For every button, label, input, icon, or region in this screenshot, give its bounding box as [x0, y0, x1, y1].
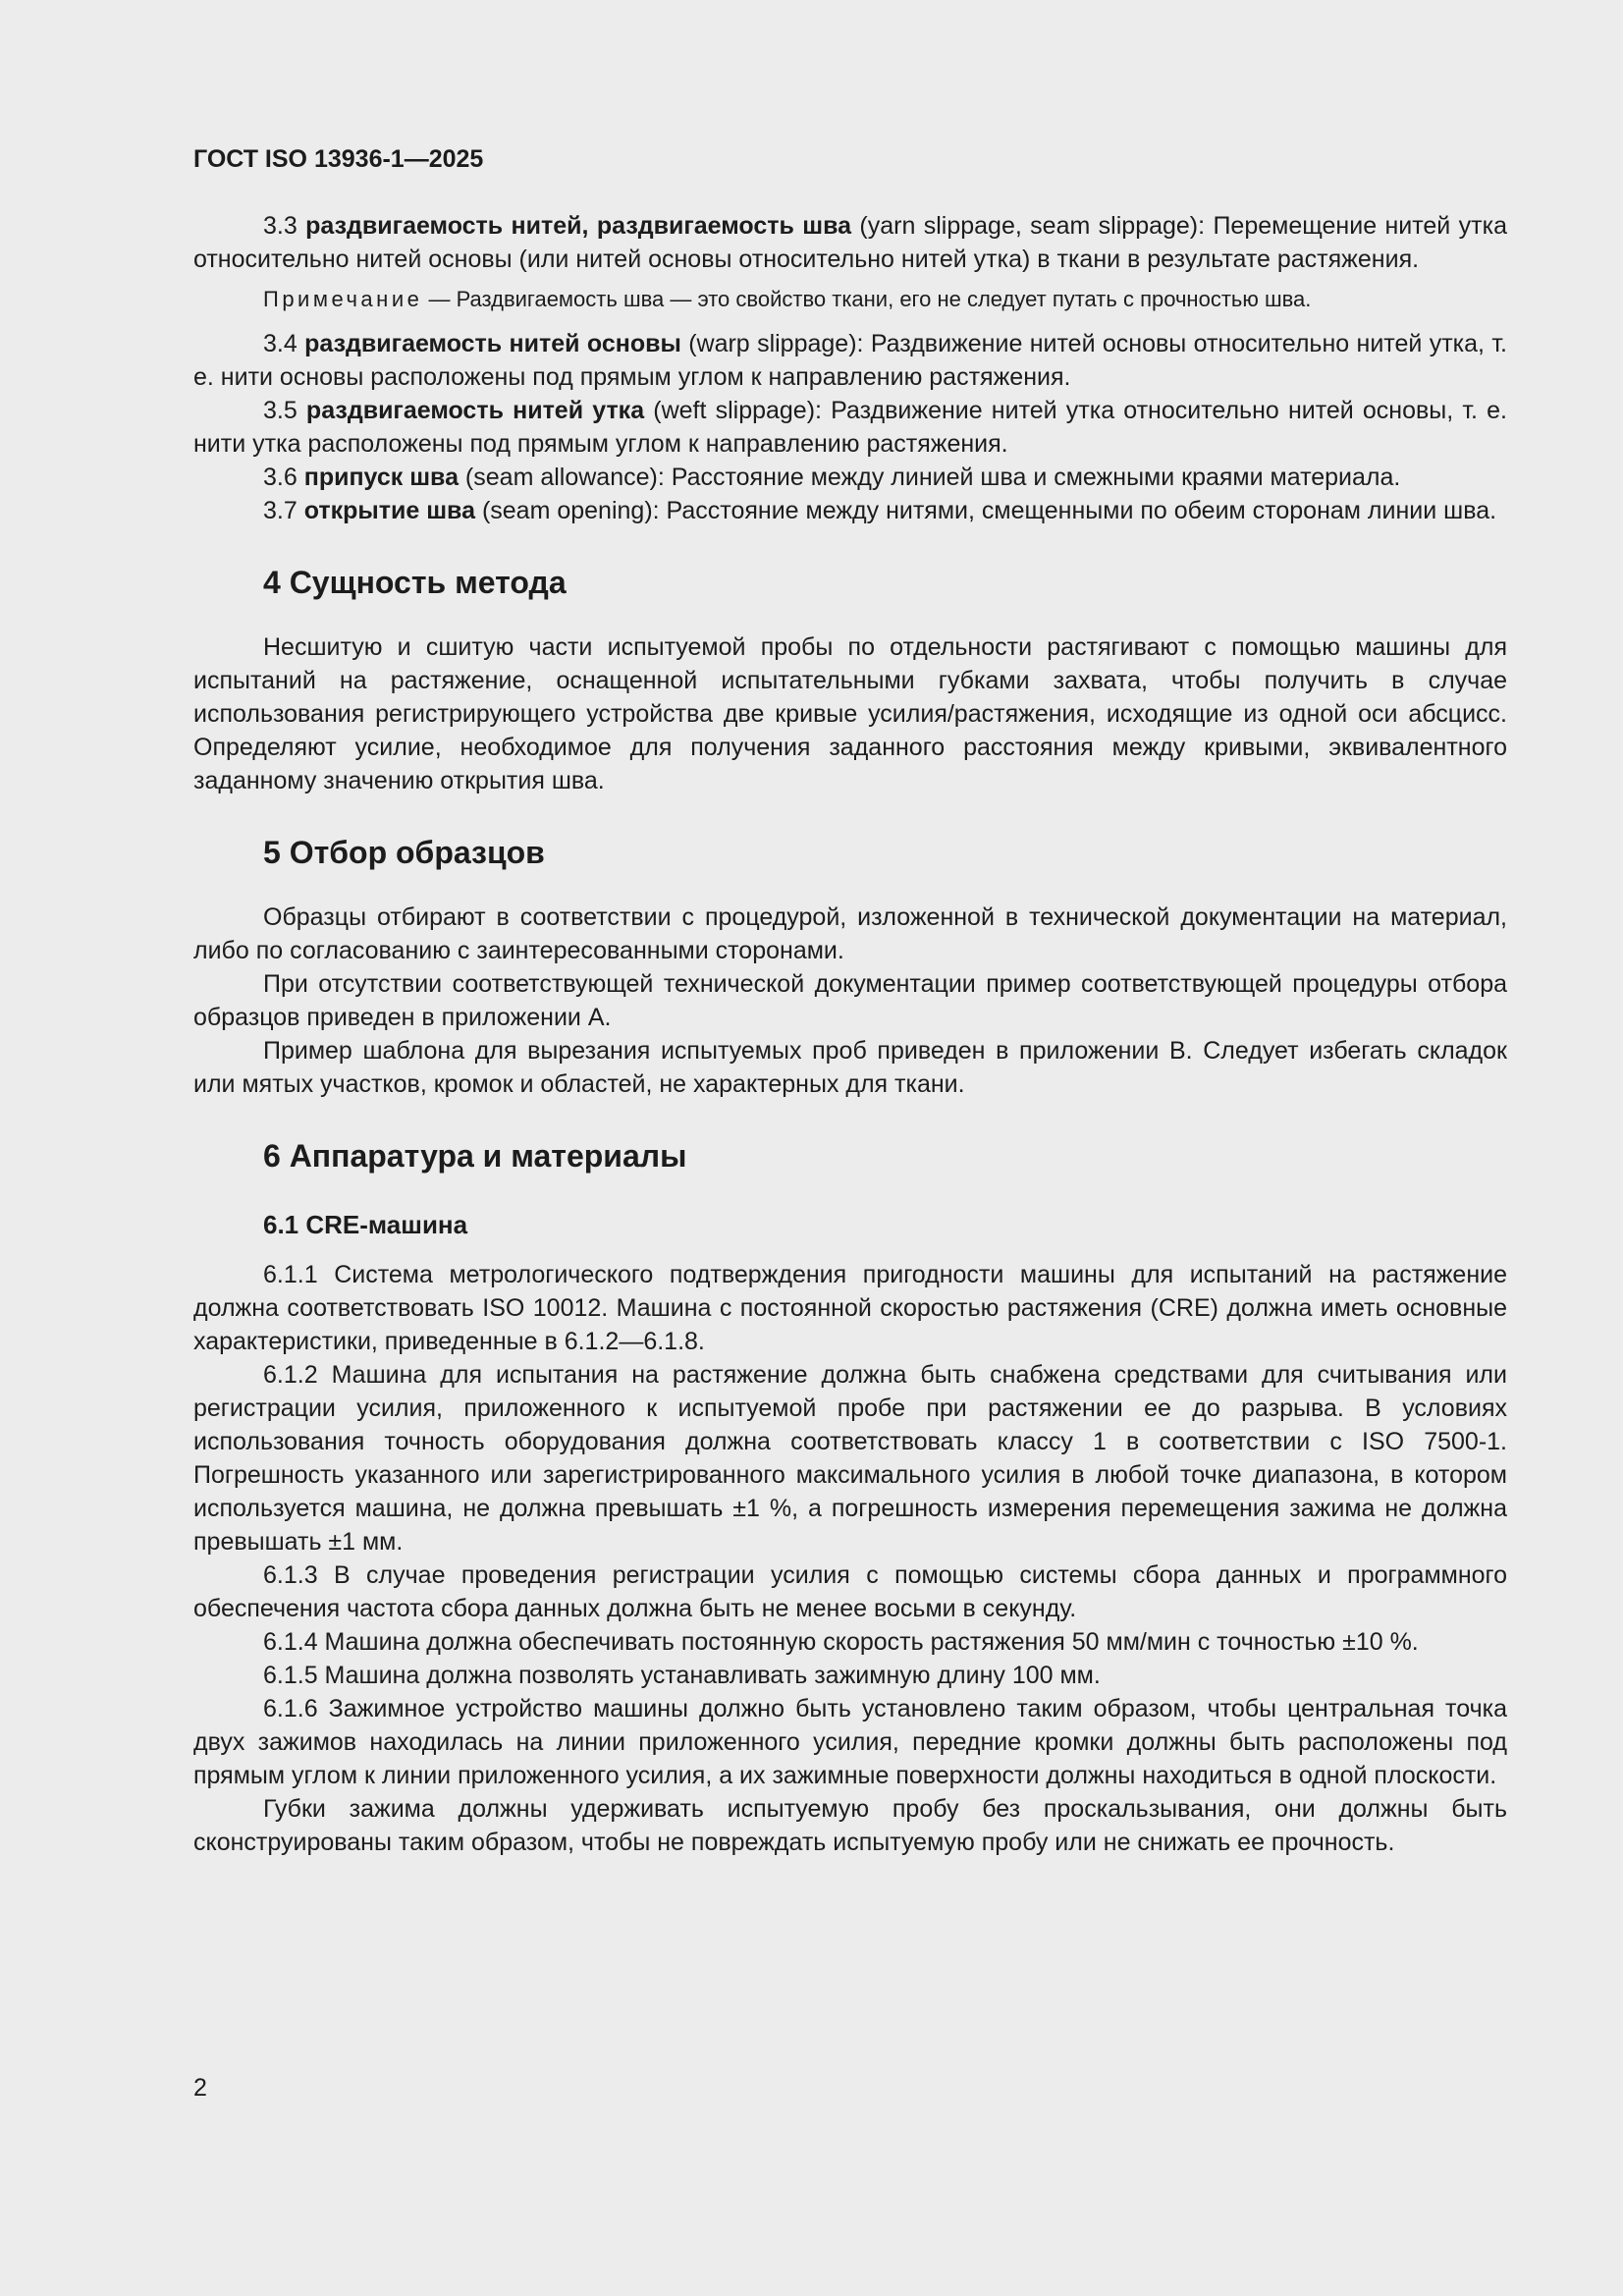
term-3-5: [193, 394, 1507, 461]
term-number: 3.7: [263, 497, 298, 524]
clause-6-1-1: 6.1.1 Система метрологического подтверждения пригодности машины для испытаний на растяжение должна соответствовать ISO 10012. Машина с постоянной скоростью растяжения (CRE) должна иметь основные характеристики, приведенные в 6.1.2—6.1.8.: [193, 1261, 1507, 1355]
term-definition: (weft slippage): Раздвижение нитей утка относительно нитей основы, т. е. нити утка расположены под прямым углом к направлению растяжения.: [193, 397, 1507, 458]
section-5-paragraph-1: Образцы отбирают в соответствии с процедурой, изложенной в технической документации на материал, либо по согласованию с заинтересованными сторонами.: [193, 903, 1507, 964]
term-definition: (warp slippage): Раздвижение нитей основы относительно нитей утка, т. е. нити основы расположены под прямым углом к направлению растяжения.: [193, 330, 1507, 391]
term-title: припуск шва: [303, 464, 459, 491]
document-header: ГОСТ ISO 13936-1—2025: [193, 145, 484, 173]
term-title: раздвигаемость нитей утка: [305, 397, 645, 424]
term-definition: (seam opening): Расстояние между нитями, смещенными по обеим сторонам линии шва.: [475, 497, 1497, 524]
clause-6-1-3: 6.1.3 В случае проведения регистрации усилия с помощью системы сбора данных и программного обеспечения частота сбора данных должна быть не менее восьми в секунду.: [193, 1561, 1507, 1622]
section-5-heading: 5 Отбор образцов: [263, 835, 545, 870]
term-3-4: [193, 327, 1507, 394]
clause-6-1-6-continued: Губки зажима должны удерживать испытуемую пробу без проскальзывания, они должны быть сконструированы таким образом, чтобы не повреждать испытуемую пробу или не снижать ее прочность.: [193, 1795, 1507, 1856]
term-3-7: [193, 494, 1507, 527]
term-number: 3.5: [263, 397, 298, 424]
term-number: 3.4: [263, 330, 298, 357]
document-page: [193, 145, 1507, 1859]
page-number: 2: [193, 2074, 207, 2102]
section-4-heading: 4 Сущность метода: [263, 565, 567, 600]
term-3-6: [193, 461, 1507, 494]
term-definition: (yarn slippage, seam slippage): Перемещение нитей утка относительно нитей основы (или нитей основы относительно нитей утка) в ткани в результате растяжения.: [193, 212, 1507, 273]
clause-6-1-5: 6.1.5 Машина должна позволять устанавливать зажимную длину 100 мм.: [263, 1662, 1101, 1689]
section-4-paragraph: Несшитую и сшитую части испытуемой пробы по отдельности растягивают с помощью машины для испытаний на растяжение, оснащенной испытательными губками захвата, чтобы получить в случае использования регистрирующего устройства две кривые усилия/растяжения, исходящие из одной оси абсцисс. Определяют усилие, необходимое для получения заданного расстояния между кривыми, эквивалентного заданному значению открытия шва.: [193, 633, 1507, 794]
clause-6-1-6: 6.1.6 Зажимное устройство машины должно быть установлено таким образом, чтобы центральная точка двух зажимов находилась на линии приложенного усилия, передние кромки должны быть расположены под прямым углом к линии приложенного усилия, а их зажимные поверхности должны находиться в одной плоскости.: [193, 1695, 1507, 1789]
section-5-paragraph-3: Пример шаблона для вырезания испытуемых проб приведен в приложении В. Следует избегать складок или мятых участков, кромок и областей, не характерных для ткани.: [193, 1037, 1507, 1098]
note-text: — Раздвигаемость шва — это свойство ткани, его не следует путать с прочностью шва.: [422, 287, 1312, 311]
term-number: 3.3: [263, 212, 298, 240]
term-number: 3.6: [263, 464, 298, 491]
term-title: раздвигаемость нитей, раздвигаемость шва: [305, 212, 852, 240]
clause-6-1-4: 6.1.4 Машина должна обеспечивать постоянную скорость растяжения 50 мм/мин с точностью ±10 %.: [263, 1628, 1419, 1656]
term-3-3: [193, 209, 1507, 276]
section-6-heading: 6 Аппаратура и материалы: [263, 1138, 687, 1174]
note-label: Примечание: [263, 287, 423, 311]
section-5-paragraph-2: При отсутствии соответствующей технической документации пример соответствующей процедуры отбора образцов приведен в приложении А.: [193, 970, 1507, 1031]
subsection-6-1-heading: 6.1 CRE-машина: [263, 1210, 468, 1239]
term-title: раздвигаемость нитей основы: [304, 330, 681, 357]
term-definition: (seam allowance): Расстояние между линией шва и смежными краями материала.: [458, 464, 1401, 491]
clause-6-1-2: 6.1.2 Машина для испытания на растяжение должна быть снабжена средствами для считывания или регистрации усилия, приложенного к испытуемой пробе при растяжении ее до разрыва. В условиях использования точность оборудования должна соответствовать классу 1 в соответствии с ISO 7500-1. Погрешность указанного или зарегистрированного максимального усилия в любой точке диапазона, в котором используется машина, не должна превышать ±1 %, а погрешность измерения перемещения зажима не должна превышать ±1 мм.: [193, 1361, 1507, 1556]
term-title: открытие шва: [303, 497, 475, 524]
note: [193, 284, 1507, 315]
